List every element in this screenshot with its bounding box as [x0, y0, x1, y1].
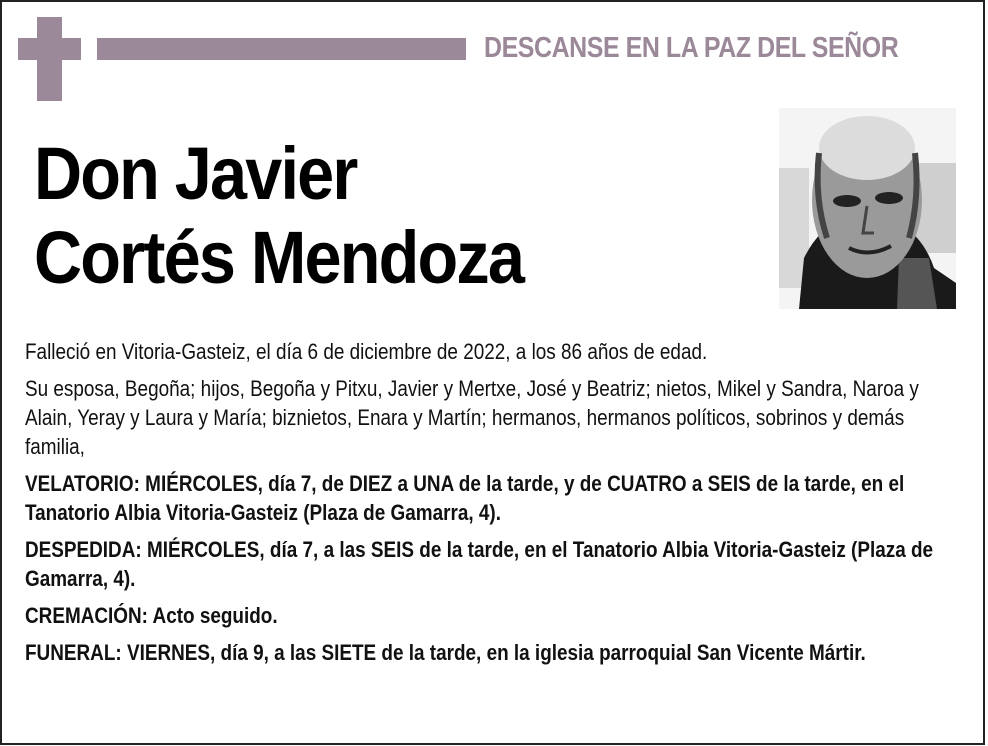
cremation-info: CREMACIÓN: Acto seguido. — [25, 603, 278, 628]
obituary-body — [25, 337, 954, 675]
motto-heading: DESCANSE EN LA PAZ DEL SEÑOR — [484, 32, 899, 64]
header-rule — [97, 38, 466, 60]
name-line-2: Cortés Mendoza — [34, 216, 524, 299]
name-line-1: Don Javier — [34, 132, 357, 215]
farewell-info: DESPEDIDA: MIÉRCOLES, día 7, a las SEIS de la tarde, en el Tanatorio Albia Vitoria-Gasteiz (Plaza de Gamarra, 4). — [25, 537, 934, 591]
death-notice: Falleció en Vitoria-Gasteiz, el día 6 de diciembre de 2022, a los 86 años de edad. — [25, 339, 708, 364]
family-list: Su esposa, Begoña; hijos, Begoña y Pitxu, Javier y Mertxe, José y Beatriz; nietos, Mikel y Sandra, Naroa y Alain, Yeray y Laura y María; biznietos, Enara y Martín; hermanos, hermanos políticos, sobrinos y demás familia, — [25, 376, 919, 459]
portrait-photo-placeholder — [779, 108, 956, 309]
cross-icon-bar — [18, 38, 81, 60]
wake-info: VELATORIO: MIÉRCOLES, día 7, de DIEZ a UNA de la tarde, y de CUATRO a SEIS de la tarde, en el Tanatorio Albia Vitoria-Gasteiz (Plaza de Gamarra, 4). — [25, 471, 905, 525]
portrait-photo — [779, 108, 956, 309]
funeral-info: FUNERAL: VIERNES, día 9, a las SIETE de la tarde, en la iglesia parroquial San Vicente Mártir. — [25, 640, 866, 665]
deceased-name — [34, 132, 523, 300]
